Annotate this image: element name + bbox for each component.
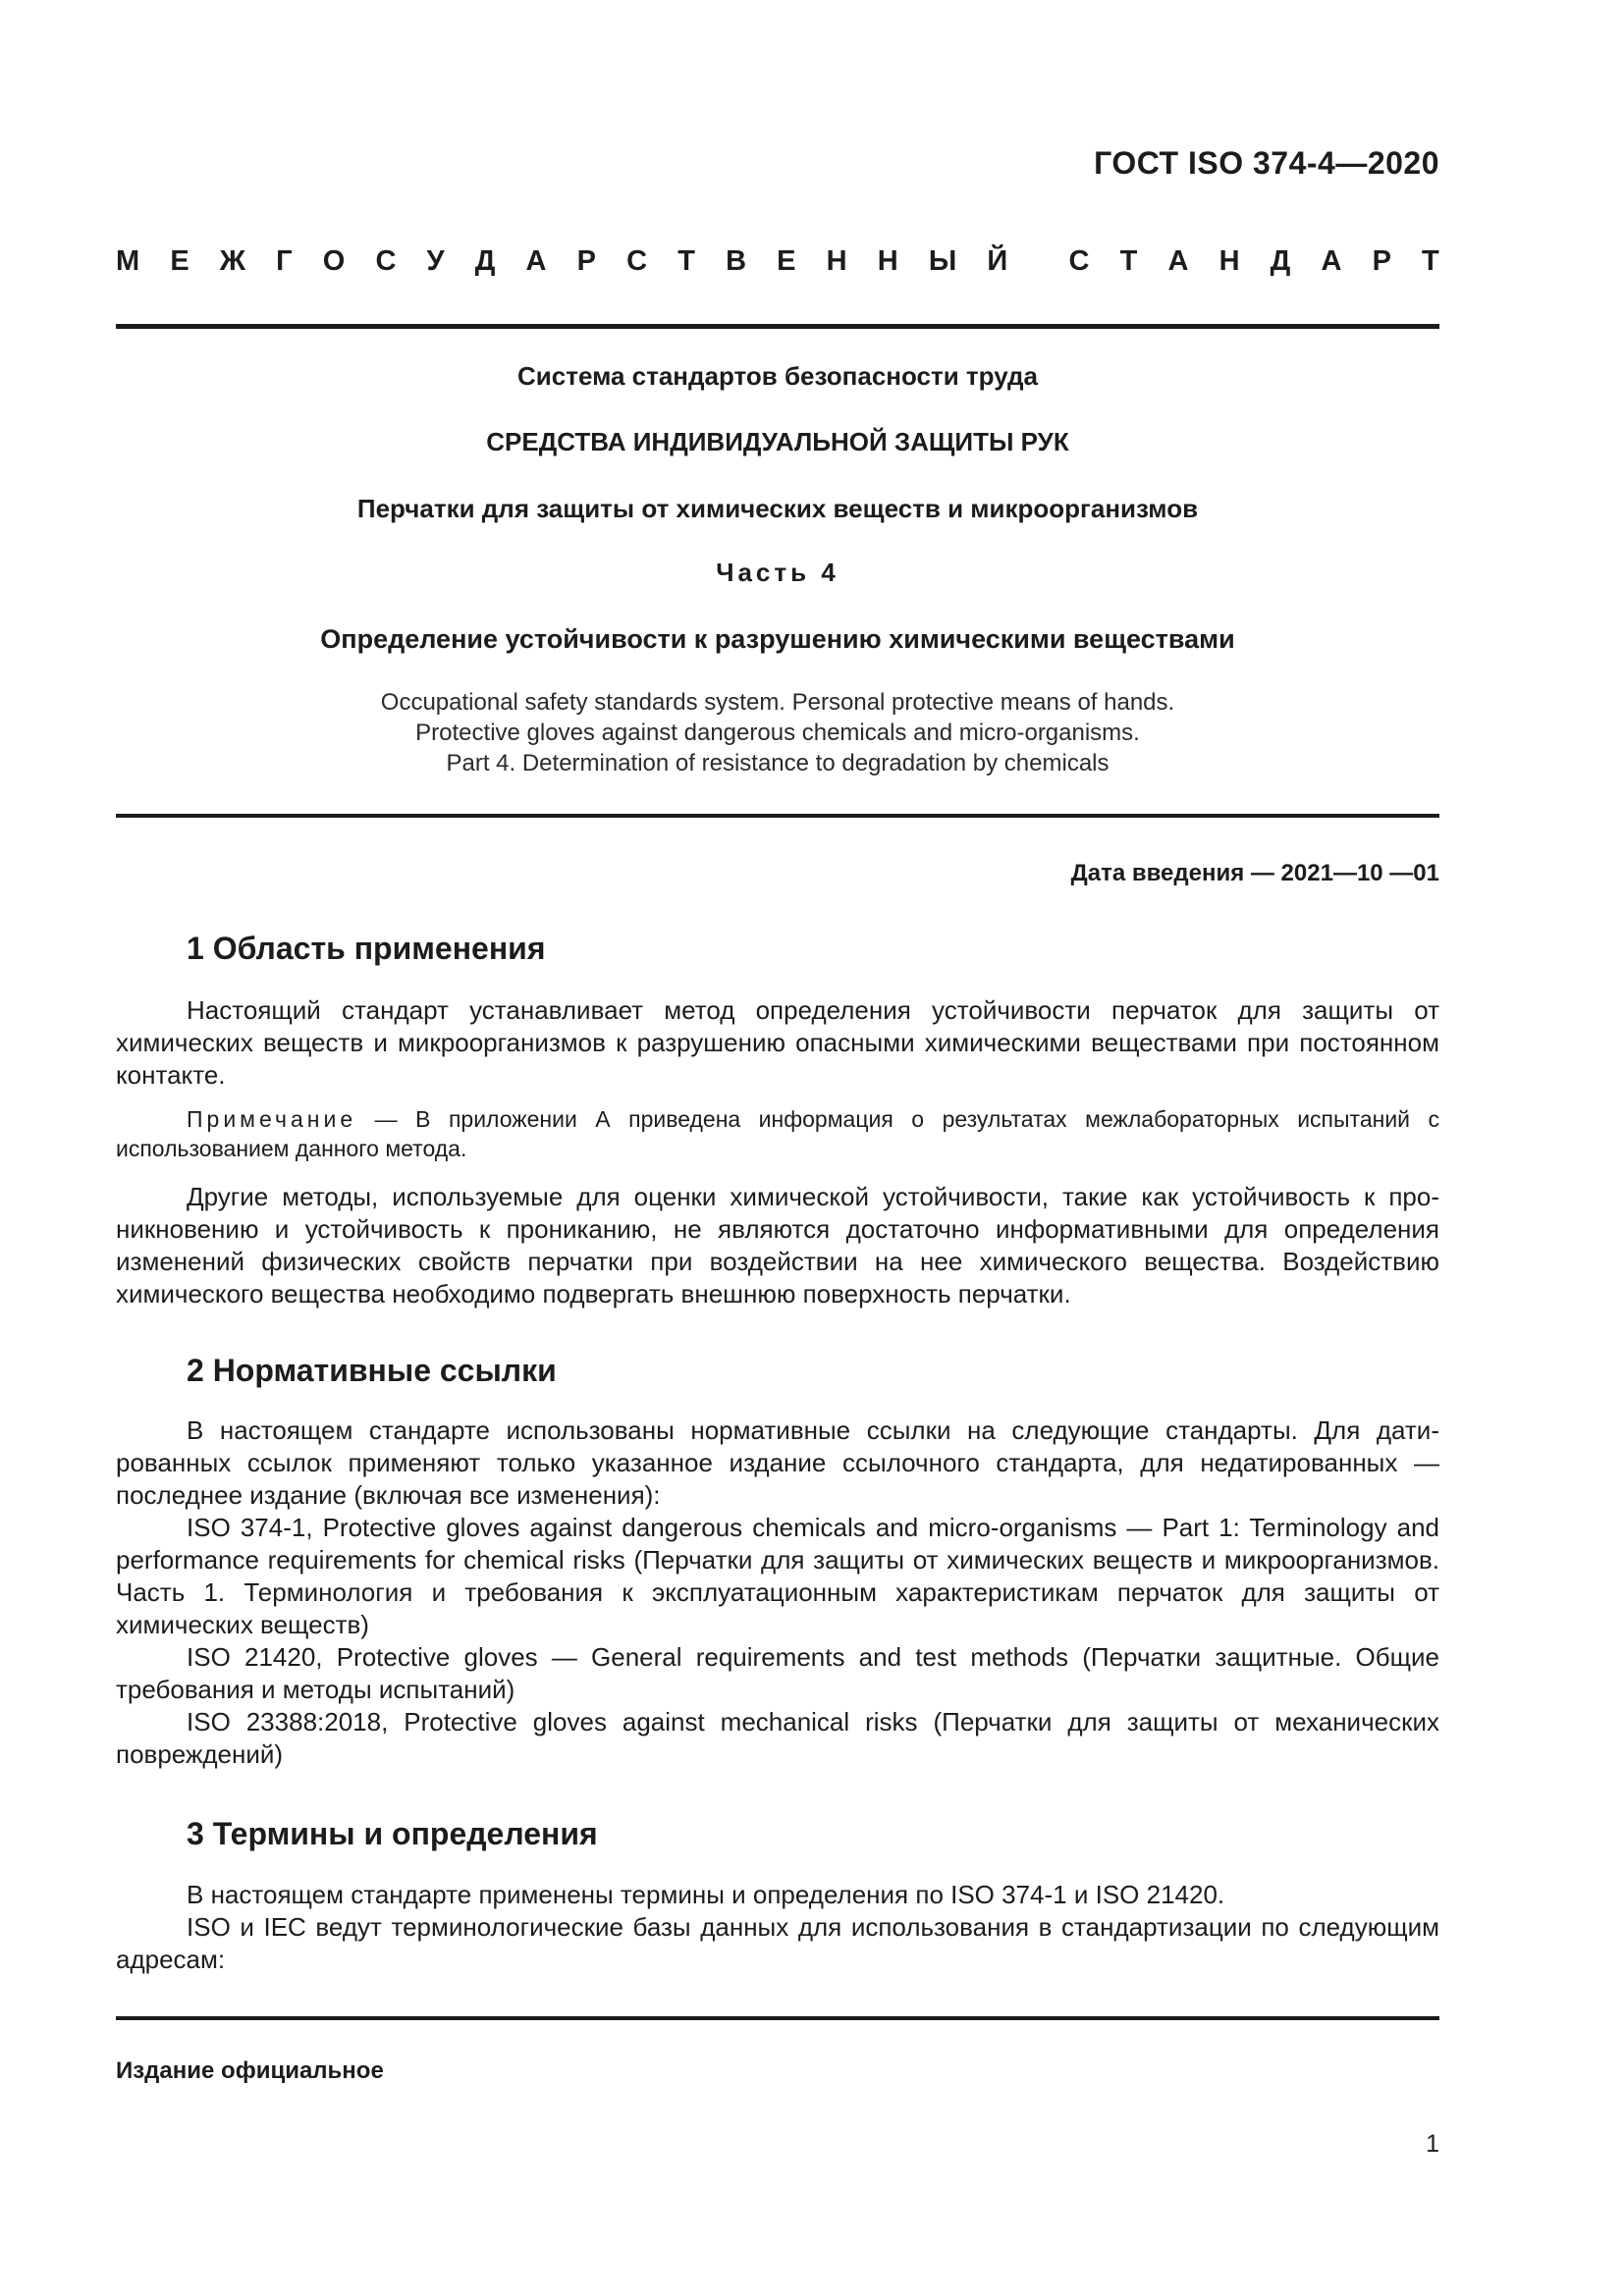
english-title-line: Protective gloves against dangerous chemicals and micro-organisms. — [415, 720, 1140, 746]
banner-letter: Й — [987, 245, 1008, 277]
scope-paragraph-2: Другие методы, используемые для оценки химической устойчивости, такие как устойчивость к проникновению и устойчивость к прониканию, не являются достаточно информативными для определения изменений физических свойств перчатки при воздействии на нее химического вещества. Воздействию химического вещества необходимо подвергать внешнюю поверхность перчатки. — [116, 1182, 1439, 1308]
banner-letter: Н — [826, 245, 847, 277]
banner-letter: А — [1321, 245, 1342, 277]
banner-letter: Т — [1119, 245, 1138, 277]
banner-letter: М — [116, 245, 140, 277]
banner-letter: В — [726, 245, 747, 277]
scope-note — [116, 1104, 1439, 1163]
banner-letter: С — [626, 245, 648, 277]
english-title — [116, 687, 1439, 778]
official-edition-label: Издание официальное — [116, 2057, 384, 2084]
banner-letter: Д — [1270, 245, 1291, 277]
introduction-date: Дата введения — 2021—10 —01 — [1070, 860, 1439, 886]
banner-letter: Н — [877, 245, 898, 277]
references-block — [116, 1415, 1439, 1771]
interstate-standard-banner — [116, 245, 1439, 278]
banner-letter: Е — [170, 245, 189, 277]
section-heading-scope: 1 Область применения — [187, 931, 546, 966]
banner-letter: Р — [576, 245, 596, 277]
main-title: СРЕДСТВА ИНДИВИДУАЛЬНОЙ ЗАЩИТЫ РУК — [486, 427, 1069, 456]
banner-letter: Ж — [219, 245, 246, 277]
subtitle: Перчатки для защиты от химических веществ и микроорганизмов — [356, 494, 1199, 523]
page-number: 1 — [1426, 2130, 1439, 2158]
banner-letter: О — [322, 245, 346, 277]
banner-letter: У — [426, 245, 445, 277]
title-divider — [116, 814, 1439, 818]
reference-item: ISO 21420, Protective gloves — General requirements and test methods (Перчатки защитные. Общие требования и методы испытаний) — [116, 1642, 1439, 1704]
banner-letter: С — [1068, 245, 1090, 277]
terms-block — [116, 1879, 1439, 1976]
subject-title: Определение устойчивости к разрушению химическими веществами — [320, 624, 1235, 654]
banner-letter: Ы — [928, 245, 957, 277]
banner-letter: Т — [1422, 245, 1439, 277]
terms-paragraph: В настоящем стандарте применены термины и определения по ISO 374-1 и ISO 21420. — [187, 1880, 1225, 1909]
scope-paragraph: Настоящий стандарт устанавливает метод определения устойчивости перчаток для защиты от химических веществ и микроорганизмов к разрушению опасными химическими веществами при постоянном контакте. — [116, 995, 1439, 1090]
reference-item: ISO 23388:2018, Protective gloves against mechanical risks (Перчатки для защиты от механических повреждений) — [116, 1707, 1439, 1769]
section-heading-references: 2 Нормативные ссылки — [187, 1353, 557, 1388]
english-title-line: Part 4. Determination of resistance to degradation by chemicals — [446, 750, 1110, 776]
top-divider — [116, 324, 1439, 329]
terms-paragraph: ISO и IEC ведут терминологические базы данных для использования в стандартизации по следующим адресам: — [116, 1912, 1439, 1974]
footer-divider — [116, 2016, 1439, 2020]
banner-letter: А — [525, 245, 547, 277]
banner-letter: Е — [777, 245, 796, 277]
section-heading-terms: 3 Термины и определения — [187, 1816, 598, 1851]
note-text: — В приложении А приведена информация о результатах межлабораторных испытаний с использованием данного метода. — [116, 1106, 1439, 1161]
system-title: Система стандартов безопасности труда — [517, 361, 1038, 391]
banner-letter: Г — [276, 245, 293, 277]
english-title-line: Occupational safety standards system. Personal protective means of hands. — [380, 689, 1175, 716]
banner-letter: С — [375, 245, 397, 277]
references-intro: В настоящем стандарте использованы нормативные ссылки на следующие стандарты. Для датированных ссылок применяют только указанное издание ссылочного стандарта, для недатированных — последнее издание (включая все изменения): — [116, 1415, 1439, 1510]
banner-letter: А — [1167, 245, 1189, 277]
banner-letter: Н — [1218, 245, 1240, 277]
note-label: Примечание — [187, 1106, 357, 1132]
banner-letter: Д — [474, 245, 496, 277]
standard-code: ГОСТ ISO 374-4—2020 — [1094, 145, 1439, 181]
part-title: Часть 4 — [716, 558, 839, 587]
reference-item: ISO 374-1, Protective gloves against dangerous chemicals and micro-organisms — Part 1: Terminology and performance requirements for chemical risks (Перчатки для защиты от химических веществ и микроорганизмов. Часть 1. Терминология и требования к эксплуатационным характеристикам перчаток для защиты от химических веществ) — [116, 1513, 1439, 1639]
banner-letter: Т — [677, 245, 695, 277]
banner-letter: Р — [1372, 245, 1391, 277]
